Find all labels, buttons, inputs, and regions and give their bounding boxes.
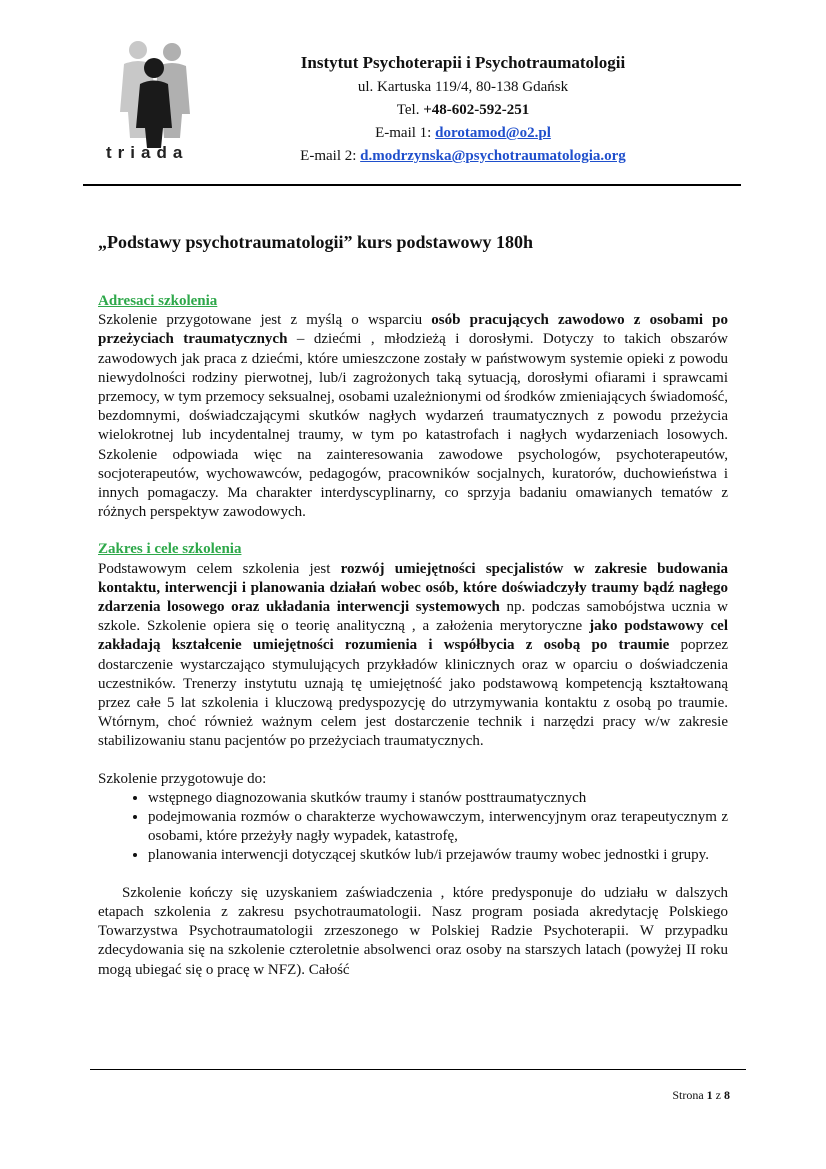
text-run: np. podczas samobójstwa ucznia w szkole. Szkolenie opiera się o teorię analityczną , a założenia merytoryczne: [98, 599, 728, 635]
closing-paragraph: Szkolenie kończy się uzyskaniem zaświadczenia , które predysponuje do udziału w dalszych etapach szkolenia z zakresu psychotraumatologii. Nasz program posiada akredytację Polskiego Towarzystwa Psychotraumatologii zrzeszonego w Polskiej Radzie Psychoterapii. W przypadku zdecydowania się na szkolenie czteroletnie absolwenci oraz osoby na starszych latach (powyżej II roku mogą ubiegać się o pracę w NFZ). Całość: [98, 884, 728, 978]
letterhead: [240, 52, 686, 168]
section-heading-audience: Adresaci szkolenia: [98, 293, 218, 309]
prep-intro: Szkolenie przygotowuje do:: [98, 770, 267, 787]
email1-line: [240, 122, 686, 145]
list-item: • planowania interwencji dotyczącej skutków lub/i przejawów traumy wobec jednostki i grupy.: [148, 846, 728, 865]
list-item: • podejmowania rozmów o charakterze wychowawczym, interwencyjnym oraz terapeutycznym z osobami, które przeżyły nagły wypadek, katastrofę,: [148, 808, 728, 846]
email1-link[interactable]: dorotamod@o2.pl: [435, 125, 551, 141]
page-separator: z: [712, 1088, 724, 1102]
page-prefix: Strona: [672, 1088, 707, 1102]
org-name: Instytut Psychoterapii i Psychotraumatologii: [300, 53, 626, 72]
email2-line: [240, 145, 686, 168]
phone-number: +48-602-592-251: [423, 102, 530, 118]
logo-text: triada: [106, 143, 189, 162]
bold-run: rozwój umiejętności specjalistów w zakresie budowania kontaktu, interwencji i planowania działań wobec osób, które doświadczyły traumy bądź nagłego zdarzenia losowego oraz układania interwencji systemowych: [98, 560, 728, 616]
text-run: Szkolenie przygotowane jest z myślą o wsparciu: [98, 312, 432, 329]
text-run: poprzez dostarczenie wystarczająco stymulujących przykładów klinicznych oraz w oparciu o doświadczenia uczestników. Trenerzy instytutu uznają tę umiejętność jako podstawową kompetencją kształtowaną przez całe 5 lat szkolenia i kluczową predyspozycję do utrzymywania kontaktu z osobą po traumie. Wtórnym, choć również ważnym celem jest dostarczenie technik i narzędzi pracy w/w zakresie stabilizowaniu stanu pacjentów po przeżyciach traumatycznych.: [98, 637, 729, 750]
footer-divider: [90, 1069, 746, 1070]
bold-run: osób pracujących zawodowo z osobami po przeżyciach traumatycznych: [98, 312, 728, 348]
list-item: • wstępnego diagnozowania skutków traumy i stanów posttraumatycznych: [148, 789, 728, 808]
text-run: Podstawowym celem szkolenia jest: [98, 560, 341, 577]
current-page: 1: [706, 1088, 713, 1102]
total-pages: 8: [724, 1088, 730, 1102]
audience-paragraph: [98, 311, 728, 522]
email2-link[interactable]: d.modrzynska@psychotraumatologia.org: [360, 148, 626, 164]
address: ul. Kartuska 119/4, 80-138 Gdańsk: [357, 79, 569, 95]
page-number: [672, 1088, 730, 1103]
phone-line: [240, 99, 686, 122]
phone-label: Tel.: [396, 102, 424, 118]
text-run: – dziećmi , młodzieżą i dorosłymi. Dotyczy to takich obszarów zawodowych jak praca z dziećmi, które umieszczone zostały w państwowym systemie opieki z powodu niewydolności rodziny pierwotnej, lub/i zagrożonych taką sytuacją, dorosłymi ofiarami i sprawcami przemocy, w tym przemocy seksualnej, osobami uzależnionymi od środków zmieniających świadomość, bezdomnymi, doświadczającymi skutków nagłych wydarzeń traumatycznych z powodu przeżycia wielokrotnej lub incydentalnej traumy, w tym po katastrofach i nagłych wydarzeniach losowych. Szkolenie odpowiada więc na zainteresowania zawodowe psychologów, psychoterapeutów, socjoterapeutów, wychowawców, pedagogów, pracowników socjalnych, kuratorów, duchowieństwa i innych pomagaczy. Ma charakter interdyscyplinarny, co sprzyja badaniu omawianych tematów z różnych perspektyw zawodowych.: [98, 331, 728, 521]
scope-paragraph: [98, 560, 728, 752]
document-body: [98, 292, 728, 980]
bold-run: jako podstawowy cel zakładają kształcenie umiejętności rozumienia i współbycia z osobą po traumie: [98, 618, 728, 654]
header-divider: [83, 184, 741, 186]
email1-label: E-mail 1:: [375, 125, 436, 141]
email2-label: E-mail 2:: [300, 148, 361, 164]
section-heading-scope: Zakres i cele szkolenia: [98, 541, 242, 558]
document-title: „Podstawy psychotraumatologii” kurs podstawowy 180h: [98, 232, 534, 252]
prep-list: [98, 789, 728, 866]
